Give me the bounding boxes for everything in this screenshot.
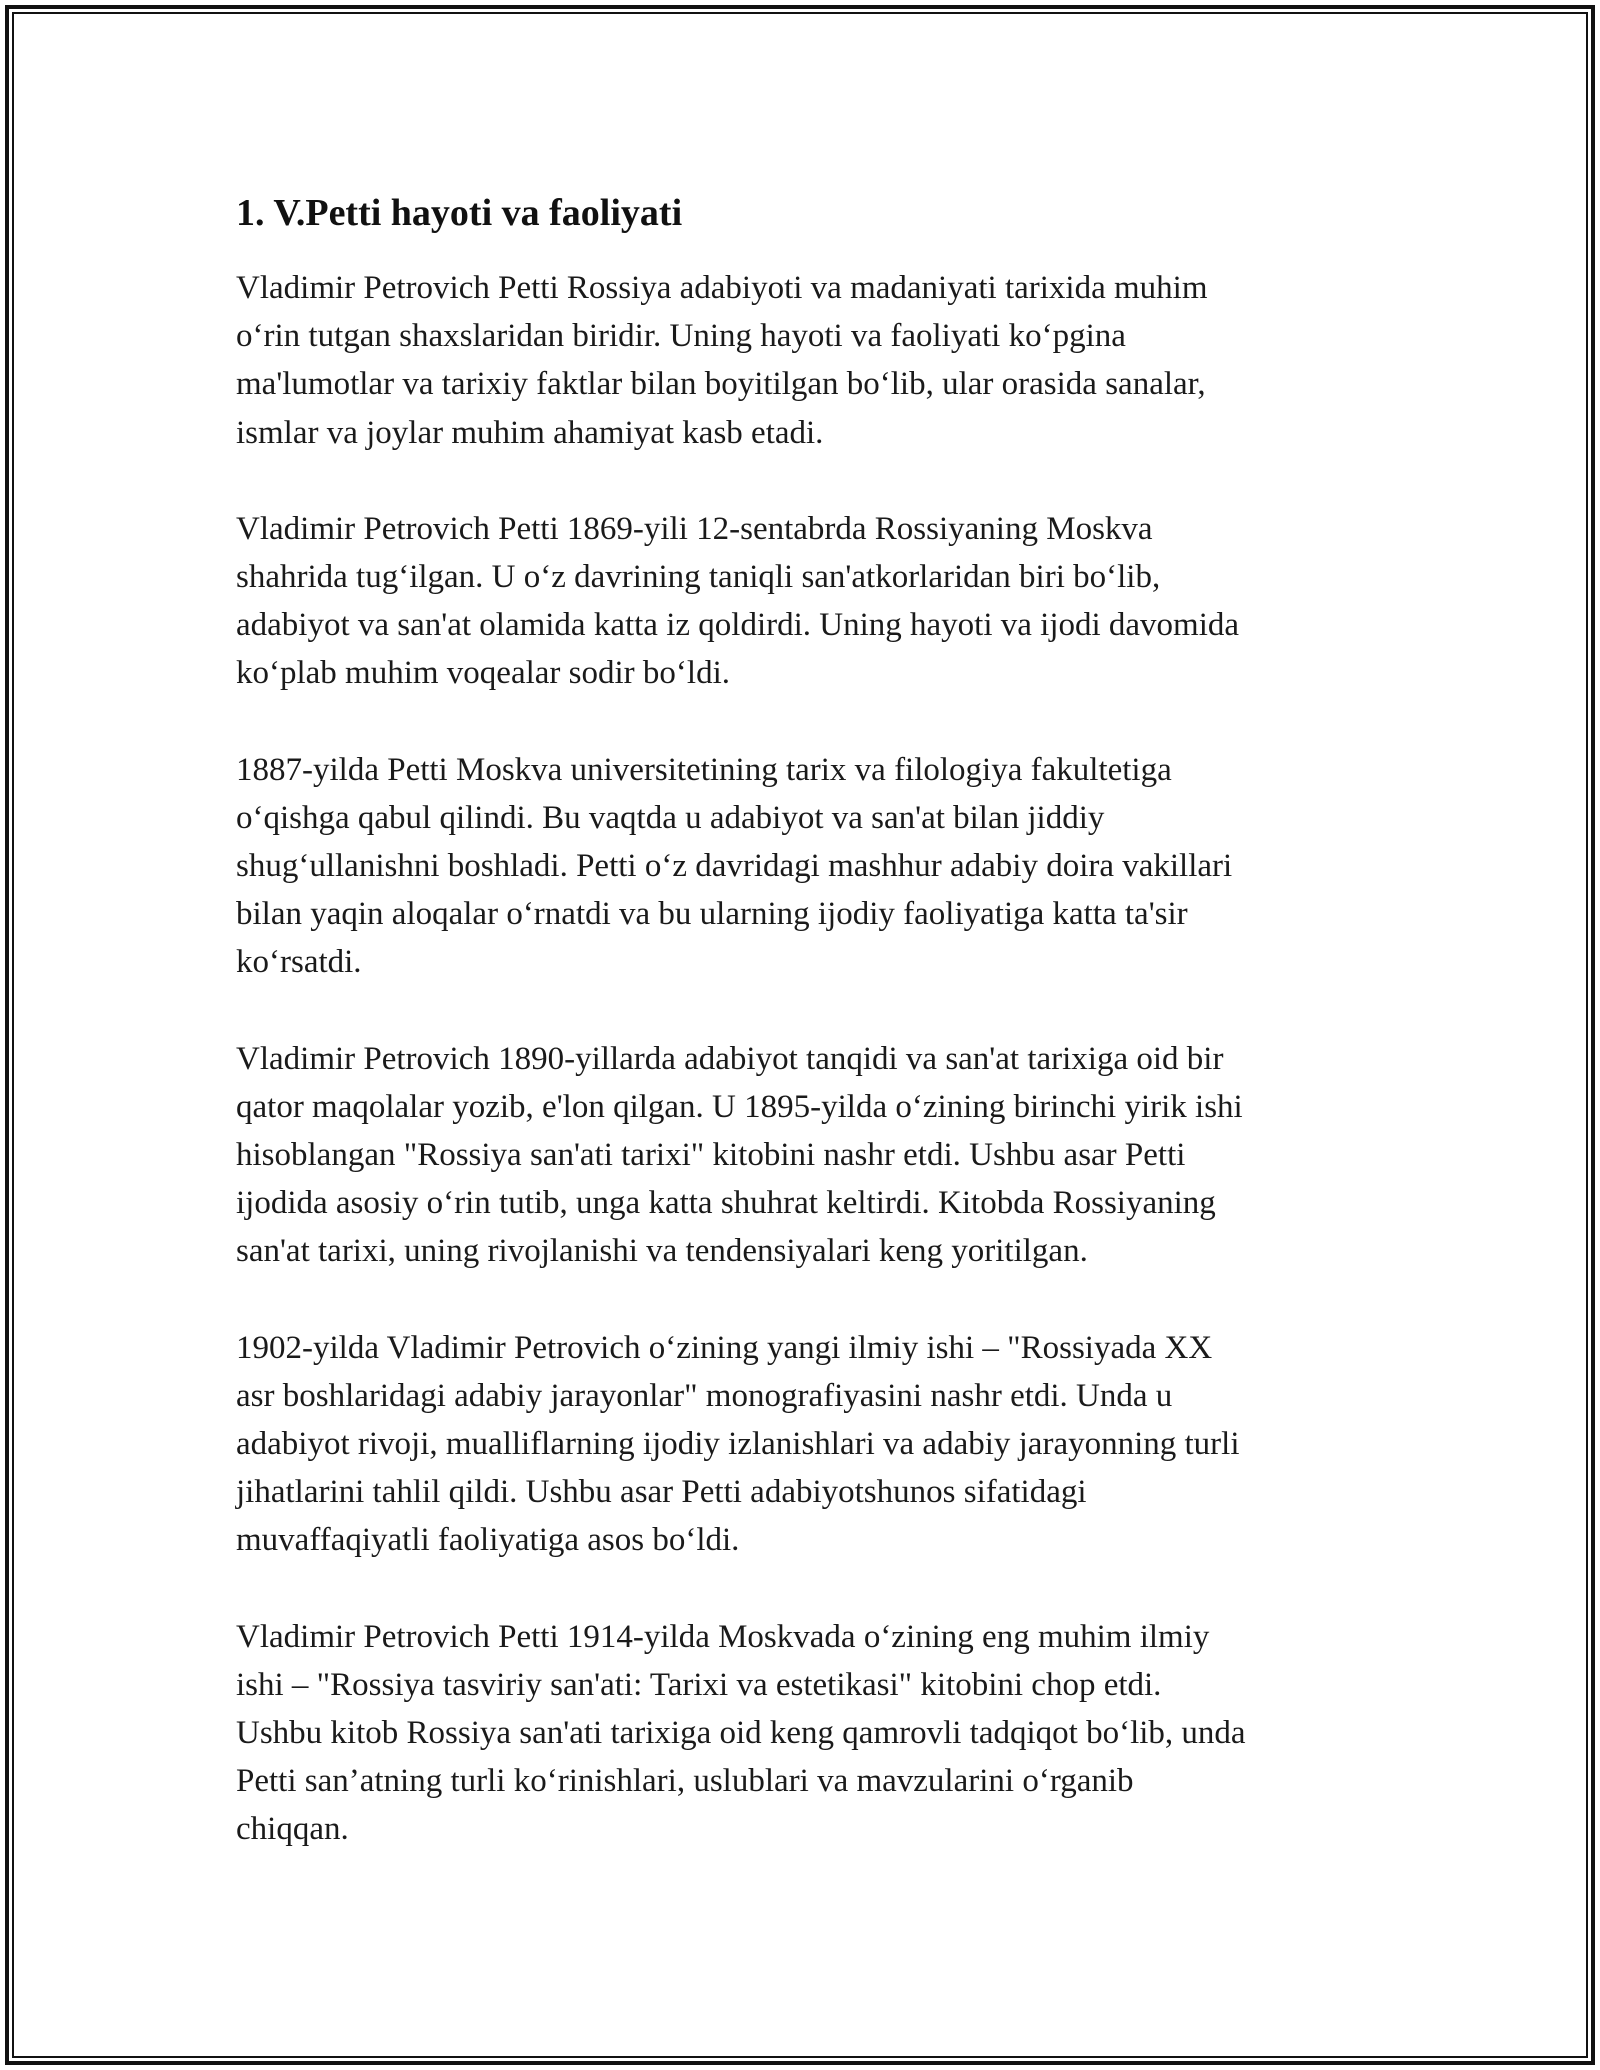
paragraph-line: muvaffaqiyatli faoliyatiga asos bo‘ldi. (236, 1522, 740, 1559)
document-body (236, 188, 1366, 1902)
paragraph-3 (236, 746, 1366, 987)
paragraph-line: Vladimir Petrovich Petti Rossiya adabiyoti va madaniyati tarixida muhim (236, 270, 1208, 306)
paragraph-2 (236, 505, 1366, 698)
paragraph-line: ko‘rsatdi. (236, 944, 362, 981)
paragraph-6 (236, 1613, 1366, 1854)
paragraph-line: san'at tarixi, uning rivojlanishi va tendensiyalari keng yoritilgan. (236, 1233, 1088, 1270)
paragraph-line: jihatlarini tahlil qildi. Ushbu asar Petti adabiyotshunos sifatidagi (236, 1474, 1087, 1511)
paragraph-line: Vladimir Petrovich Petti 1869-yili 12-sentabrda Rossiyaning Moskva (236, 510, 1153, 547)
paragraph-line: 1887-yilda Petti Moskva universitetining tarix va filologiya fakultetiga (236, 751, 1172, 788)
paragraph-line: bilan yaqin aloqalar o‘rnatdi va bu ularning ijodiy faoliyatiga katta ta'sir (236, 896, 1188, 933)
paragraph-line: hisoblangan "Rossiya san'ati tarixi" kitobini nashr etdi. Ushbu asar Petti (236, 1137, 1186, 1174)
paragraph-line: 1902-yilda Vladimir Petrovich o‘zining yangi ilmiy ishi – "Rossiyada XX (236, 1329, 1213, 1366)
paragraph-line: ijodida asosiy o‘rin tutib, unga katta shuhrat keltirdi. Kitobda Rossiyaning (236, 1185, 1216, 1222)
paragraph-4 (236, 1035, 1366, 1276)
paragraph-5 (236, 1324, 1366, 1565)
paragraph-line: Vladimir Petrovich 1890-yillarda adabiyot tanqidi va san'at tarixiga oid bir (236, 1040, 1224, 1077)
paragraph-line: shahrida tug‘ilgan. U o‘z davrining taniqli san'atkorlaridan biri bo‘lib, (236, 559, 1161, 596)
paragraph-1 (236, 264, 1366, 457)
paragraph-line: ma'lumotlar va tarixiy faktlar bilan boyitilgan bo‘lib, ular orasida sanalar, (236, 366, 1206, 403)
paragraph-line: o‘qishga qabul qilindi. Bu vaqtda u adabiyot va san'at bilan jiddiy (236, 799, 1105, 836)
paragraph-line: shug‘ullanishni boshladi. Petti o‘z davridagi mashhur adabiy doira vakillari (236, 848, 1233, 885)
paragraph-line: asr boshlaridagi adabiy jarayonlar" monografiyasini nashr etdi. Unda u (236, 1377, 1173, 1414)
paragraph-line: ko‘plab muhim voqealar sodir bo‘ldi. (236, 655, 730, 692)
paragraph-line: adabiyot va san'at olamida katta iz qoldirdi. Uning hayoti va ijodi davomida (236, 607, 1240, 644)
paragraph-line: adabiyot rivoji, mualliflarning ijodiy izlanishlari va adabiy jarayonning turli (236, 1426, 1240, 1463)
paragraph-line: qator maqolalar yozib, e'lon qilgan. U 1895-yilda o‘zining birinchi yirik ishi (236, 1088, 1243, 1125)
paragraph-line: Ushbu kitob Rossiya san'ati tarixiga oid keng qamrovli tadqiqot bo‘lib, unda (236, 1715, 1246, 1752)
paragraph-line: chiqqan. (236, 1811, 349, 1848)
paragraph-line: Vladimir Petrovich Petti 1914-yilda Moskvada o‘zining eng muhim ilmiy (236, 1618, 1210, 1655)
paragraph-list (236, 264, 1366, 1854)
paragraph-line: o‘rin tutgan shaxslaridan biridir. Uning hayoti va faoliyati ko‘pgina (236, 318, 1126, 355)
section-heading: 1. V.Petti hayoti va faoliyati (236, 192, 683, 234)
paragraph-line: ishi – "Rossiya tasviriy san'ati: Tarixi va estetikasi" kitobini chop etdi. (236, 1666, 1162, 1703)
paragraph-line: ismlar va joylar muhim ahamiyat kasb etadi. (236, 414, 824, 451)
paragraph-line: Petti san’atning turli ko‘rinishlari, uslublari va mavzularini o‘rganib (236, 1763, 1134, 1800)
